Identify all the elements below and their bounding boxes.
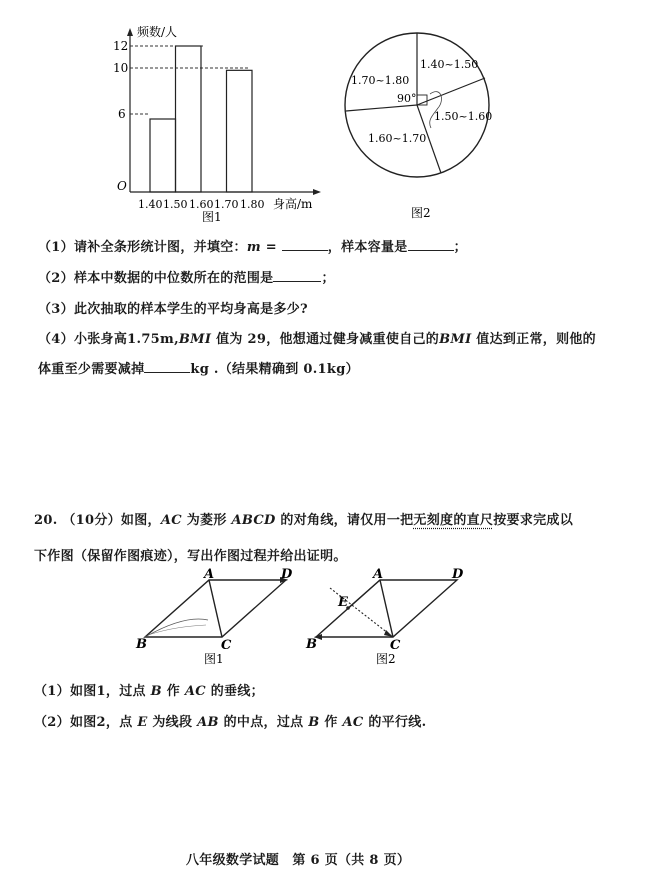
pie-sector-label: 1.50~1.60 [434, 110, 493, 123]
pie-sector-label: 1.40~1.50 [420, 58, 479, 71]
point-a-label: A [373, 568, 384, 582]
x-tick-label: 1.50 [163, 198, 188, 211]
point-d-label: D [452, 568, 464, 582]
x-tick-label: 1.80 [240, 198, 265, 211]
y-tick-label: 12 [113, 39, 129, 53]
histogram-bar [227, 70, 253, 192]
page-footer: 八年级数学试题 第 6 页（共 8 页） [186, 853, 411, 868]
x-tick-label: 1.40 [138, 198, 163, 211]
point-b-label: B [136, 637, 147, 652]
x-tick-label: 1.60 [189, 198, 214, 211]
emphasis-dots: 无刻度的直尺 [413, 513, 494, 528]
answer-blank[interactable] [408, 238, 454, 251]
figure2-caption: 图2 [376, 652, 396, 666]
figure2-caption: 图2 [411, 206, 431, 220]
question-19-4-line1: （4）小张身高1.75m,BMI 值为 29，他想通过健身减重使自己的BMI 值达到正常，则他的 [38, 332, 596, 347]
pie-sector-label: 1.60~1.70 [368, 132, 427, 145]
pie-figure [335, 22, 505, 222]
point-d-label: D [281, 568, 293, 582]
axis-origin: O [117, 179, 127, 193]
x-axis-label: 身高/m [273, 197, 313, 211]
histogram-bar [150, 119, 176, 192]
question-19-4-line2: 体重至少需要减掉 kg .（结果精确到 0.1kg） [38, 362, 359, 377]
figure1-caption: 图1 [202, 210, 222, 222]
rhombus-figure-2 [300, 568, 480, 668]
point-e-label: E [338, 595, 348, 610]
point-c-label: C [221, 638, 232, 653]
pie-sector-label: 1.70~1.80 [351, 74, 410, 87]
point-a-label: A [204, 568, 215, 582]
y-tick-label: 6 [118, 107, 126, 121]
x-tick-label: 1.70 [214, 198, 239, 211]
figure1-caption: 图1 [204, 652, 224, 666]
problem-20-line1: 20. （10分）如图，AC 为菱形 ABCD 的对角线，请仅用一把无刻度的直尺按要求完成以 [34, 513, 574, 528]
answer-blank[interactable] [282, 238, 328, 251]
rhombus-figure-1 [128, 568, 308, 668]
question-19-2: （2）样本中数据的中位数所在的范围是 ； [38, 271, 335, 286]
question-19-1: （1）请补全条形统计图，并填空：m = ，样本容量是 ； [38, 240, 467, 255]
y-axis-label: 频数/人 [137, 25, 178, 39]
answer-blank[interactable] [144, 360, 190, 373]
question-19-3: （3）此次抽取的样本学生的平均身高是多少? [38, 302, 308, 317]
problem-20-line2: 下作图（保留作图痕迹），写出作图过程并给出证明。 [34, 549, 347, 564]
answer-blank[interactable] [273, 269, 321, 282]
problem-20-part-1: （1）如图1，过点 B 作 AC 的垂线； [34, 684, 264, 699]
histogram-figure [105, 22, 335, 222]
y-tick-label: 10 [113, 61, 129, 75]
pie-angle-label: 90° [397, 92, 417, 105]
problem-20-part-2: （2）如图2，点 E 为线段 AB 的中点，过点 B 作 AC 的平行线. [34, 715, 427, 730]
point-c-label: C [390, 638, 401, 653]
point-b-label: B [306, 637, 317, 652]
